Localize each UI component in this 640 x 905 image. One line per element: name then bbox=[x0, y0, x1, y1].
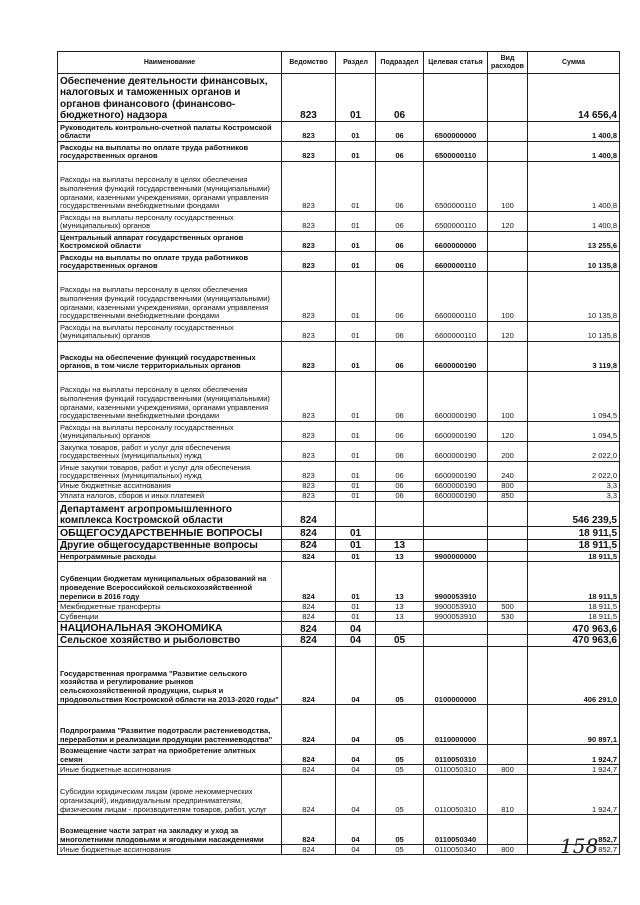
row-summa: 10 135,8 bbox=[528, 322, 620, 342]
row-celevaya: 0110050340 bbox=[424, 845, 488, 855]
row-summa: 18 911,5 bbox=[528, 602, 620, 612]
row-razdel: 01 bbox=[336, 272, 376, 322]
row-podrazdel: 06 bbox=[376, 342, 424, 372]
row-ved: 823 bbox=[282, 272, 336, 322]
row-celevaya: 0110050310 bbox=[424, 775, 488, 815]
row-razdel: 01 bbox=[336, 562, 376, 602]
row-ved: 823 bbox=[282, 232, 336, 252]
row-name: Расходы на выплаты персоналу государственных (муниципальных) органов bbox=[58, 212, 282, 232]
row-summa: 10 135,8 bbox=[528, 252, 620, 272]
row-ved: 824 bbox=[282, 602, 336, 612]
row-celevaya: 6600000110 bbox=[424, 272, 488, 322]
row-name: Департамент агропромышленного комплекса Костромской области bbox=[58, 502, 282, 527]
row-podrazdel: 13 bbox=[376, 602, 424, 612]
row-podrazdel: 06 bbox=[376, 142, 424, 162]
row-razdel: 01 bbox=[336, 552, 376, 562]
table-row bbox=[58, 775, 620, 815]
row-celevaya: 9900000000 bbox=[424, 552, 488, 562]
row-podrazdel: 06 bbox=[376, 322, 424, 342]
row-celevaya: 6600000190 bbox=[424, 342, 488, 372]
table-row bbox=[58, 602, 620, 612]
table-row bbox=[58, 622, 620, 635]
row-podrazdel: 06 bbox=[376, 422, 424, 442]
row-razdel bbox=[336, 502, 376, 527]
row-celevaya bbox=[424, 502, 488, 527]
row-razdel: 01 bbox=[336, 462, 376, 482]
row-vid: 800 bbox=[488, 765, 528, 775]
table-row bbox=[58, 745, 620, 765]
row-celevaya: 9900053910 bbox=[424, 602, 488, 612]
row-summa: 852,7 bbox=[528, 815, 620, 845]
row-summa: 470 963,6 bbox=[528, 635, 620, 647]
row-ved: 823 bbox=[282, 162, 336, 212]
table-row bbox=[58, 372, 620, 422]
row-summa: 90 897,1 bbox=[528, 705, 620, 745]
row-name: Иные бюджетные ассигнования bbox=[58, 482, 282, 492]
row-podrazdel: 05 bbox=[376, 705, 424, 745]
row-summa: 3,3 bbox=[528, 482, 620, 492]
row-celevaya: 6600000110 bbox=[424, 252, 488, 272]
row-podrazdel: 13 bbox=[376, 540, 424, 552]
row-name: Государственная программа "Развитие сельского хозяйства и регулирование рынков сельскохозяйственной продукции, сырья и продовольствия Костромской области на 2013-2020 годы" bbox=[58, 647, 282, 705]
row-vid bbox=[488, 527, 528, 540]
row-name: Подпрограмма "Развитие подотрасли растениеводства, переработки и реализации продукции растениеводства" bbox=[58, 705, 282, 745]
table-row bbox=[58, 482, 620, 492]
row-vid: 100 bbox=[488, 272, 528, 322]
row-ved: 824 bbox=[282, 527, 336, 540]
row-ved: 824 bbox=[282, 540, 336, 552]
row-ved: 824 bbox=[282, 647, 336, 705]
row-summa: 18 911,5 bbox=[528, 562, 620, 602]
row-vid bbox=[488, 705, 528, 745]
row-name: Расходы на выплаты персоналу государственных (муниципальных) органов bbox=[58, 422, 282, 442]
row-vid: 120 bbox=[488, 322, 528, 342]
row-summa: 1 400,8 bbox=[528, 122, 620, 142]
row-celevaya: 6600000110 bbox=[424, 322, 488, 342]
row-razdel: 04 bbox=[336, 815, 376, 845]
row-razdel: 01 bbox=[336, 540, 376, 552]
row-summa: 2 022,0 bbox=[528, 442, 620, 462]
header-celevaya: Целевая статья bbox=[424, 52, 488, 74]
row-summa: 10 135,8 bbox=[528, 272, 620, 322]
table-header-row bbox=[58, 52, 620, 74]
row-podrazdel: 05 bbox=[376, 815, 424, 845]
row-ved: 824 bbox=[282, 705, 336, 745]
row-podrazdel bbox=[376, 502, 424, 527]
row-razdel: 01 bbox=[336, 612, 376, 622]
table-row bbox=[58, 612, 620, 622]
row-celevaya: 6500000110 bbox=[424, 142, 488, 162]
row-podrazdel: 05 bbox=[376, 635, 424, 647]
table-body bbox=[58, 74, 620, 855]
row-celevaya bbox=[424, 74, 488, 122]
row-name: Расходы на выплаты персоналу в целях обеспечения выполнения функций государственными (муниципальными) органами, казенными учреждениями, органами управления государственными внебюджетными фондами bbox=[58, 162, 282, 212]
row-podrazdel: 06 bbox=[376, 122, 424, 142]
row-celevaya: 0110000000 bbox=[424, 705, 488, 745]
row-podrazdel: 05 bbox=[376, 845, 424, 855]
row-razdel: 04 bbox=[336, 647, 376, 705]
row-ved: 823 bbox=[282, 422, 336, 442]
row-razdel: 01 bbox=[336, 602, 376, 612]
row-ved: 823 bbox=[282, 482, 336, 492]
header-summa: Сумма bbox=[528, 52, 620, 74]
row-razdel: 01 bbox=[336, 142, 376, 162]
row-vid: 100 bbox=[488, 162, 528, 212]
row-celevaya: 0100000000 bbox=[424, 647, 488, 705]
row-vid bbox=[488, 232, 528, 252]
row-podrazdel: 13 bbox=[376, 612, 424, 622]
row-vid: 530 bbox=[488, 612, 528, 622]
table-row bbox=[58, 492, 620, 502]
row-ved: 824 bbox=[282, 562, 336, 602]
table-row bbox=[58, 562, 620, 602]
table-row bbox=[58, 232, 620, 252]
row-celevaya bbox=[424, 635, 488, 647]
row-vid bbox=[488, 745, 528, 765]
row-vid bbox=[488, 635, 528, 647]
table-row bbox=[58, 342, 620, 372]
row-vid bbox=[488, 540, 528, 552]
row-razdel: 01 bbox=[336, 342, 376, 372]
row-vid: 200 bbox=[488, 442, 528, 462]
row-vid: 240 bbox=[488, 462, 528, 482]
row-name: Расходы на обеспечение функций государственных органов, в том числе территориальных органов bbox=[58, 342, 282, 372]
row-razdel: 01 bbox=[336, 232, 376, 252]
row-ved: 824 bbox=[282, 845, 336, 855]
table-row bbox=[58, 252, 620, 272]
row-name: Расходы на выплаты персоналу государственных (муниципальных) органов bbox=[58, 322, 282, 342]
row-ved: 824 bbox=[282, 552, 336, 562]
row-name: Субвенции бюджетам муниципальных образований на проведение Всероссийской сельскохозяйственной переписи в 2016 году bbox=[58, 562, 282, 602]
header-podrazdel: Подраздел bbox=[376, 52, 424, 74]
row-celevaya: 6500000110 bbox=[424, 162, 488, 212]
row-celevaya: 0110050340 bbox=[424, 815, 488, 845]
row-summa: 2 022,0 bbox=[528, 462, 620, 482]
row-celevaya: 0110050310 bbox=[424, 765, 488, 775]
table-row bbox=[58, 845, 620, 855]
row-name: Центральный аппарат государственных органов Костромской области bbox=[58, 232, 282, 252]
row-razdel: 01 bbox=[336, 212, 376, 232]
row-vid: 120 bbox=[488, 422, 528, 442]
row-name: Иные бюджетные ассигнования bbox=[58, 765, 282, 775]
row-celevaya: 9900053910 bbox=[424, 612, 488, 622]
table-row bbox=[58, 142, 620, 162]
row-celevaya: 6600000190 bbox=[424, 492, 488, 502]
row-name: Возмещение части затрат на приобретение элитных семян bbox=[58, 745, 282, 765]
row-summa: 1 400,8 bbox=[528, 142, 620, 162]
row-ved: 824 bbox=[282, 745, 336, 765]
row-podrazdel: 06 bbox=[376, 162, 424, 212]
row-name: Расходы на выплаты персоналу в целях обеспечения выполнения функций государственными (муниципальными) органами, казенными учреждениями, органами управления государственными внебюджетными фондами bbox=[58, 372, 282, 422]
row-name: Уплата налогов, сборов и иных платежей bbox=[58, 492, 282, 502]
row-podrazdel: 05 bbox=[376, 765, 424, 775]
table-row bbox=[58, 74, 620, 122]
row-summa: 14 656,4 bbox=[528, 74, 620, 122]
row-summa: 1 924,7 bbox=[528, 775, 620, 815]
table-row bbox=[58, 765, 620, 775]
row-name: НАЦИОНАЛЬНАЯ ЭКОНОМИКА bbox=[58, 622, 282, 635]
row-podrazdel: 06 bbox=[376, 372, 424, 422]
row-podrazdel: 06 bbox=[376, 252, 424, 272]
row-podrazdel: 05 bbox=[376, 745, 424, 765]
table-row bbox=[58, 422, 620, 442]
row-name: ОБЩЕГОСУДАРСТВЕННЫЕ ВОПРОСЫ bbox=[58, 527, 282, 540]
row-summa: 1 924,7 bbox=[528, 765, 620, 775]
row-ved: 824 bbox=[282, 622, 336, 635]
row-celevaya: 6500000000 bbox=[424, 122, 488, 142]
row-vid bbox=[488, 74, 528, 122]
row-name: Иные закупки товаров, работ и услуг для обеспечения государственных (муниципальных) нужд bbox=[58, 462, 282, 482]
row-vid: 800 bbox=[488, 482, 528, 492]
row-name: Расходы на выплаты по оплате труда работников государственных органов bbox=[58, 142, 282, 162]
row-vid: 810 bbox=[488, 775, 528, 815]
row-razdel: 01 bbox=[336, 372, 376, 422]
page-number: 158 bbox=[560, 834, 599, 858]
row-ved: 823 bbox=[282, 462, 336, 482]
table-row bbox=[58, 647, 620, 705]
row-vid bbox=[488, 647, 528, 705]
row-razdel: 01 bbox=[336, 492, 376, 502]
row-razdel: 01 bbox=[336, 322, 376, 342]
row-name: Межбюджетные трансферты bbox=[58, 602, 282, 612]
row-podrazdel bbox=[376, 622, 424, 635]
row-razdel: 01 bbox=[336, 252, 376, 272]
row-name: Закупка товаров, работ и услуг для обеспечения государственных (муниципальных) нужд bbox=[58, 442, 282, 462]
row-razdel: 04 bbox=[336, 705, 376, 745]
header-ved: Ведомство bbox=[282, 52, 336, 74]
row-razdel: 04 bbox=[336, 775, 376, 815]
row-vid bbox=[488, 342, 528, 372]
row-celevaya: 9900053910 bbox=[424, 562, 488, 602]
row-summa: 18 911,5 bbox=[528, 552, 620, 562]
row-razdel: 01 bbox=[336, 442, 376, 462]
row-summa: 1 094,5 bbox=[528, 422, 620, 442]
row-ved: 824 bbox=[282, 502, 336, 527]
row-celevaya: 6600000190 bbox=[424, 422, 488, 442]
row-podrazdel: 06 bbox=[376, 272, 424, 322]
row-name: Иные бюджетные ассигнования bbox=[58, 845, 282, 855]
table-row bbox=[58, 162, 620, 212]
row-celevaya: 6600000190 bbox=[424, 482, 488, 492]
row-celevaya: 6500000110 bbox=[424, 212, 488, 232]
row-summa: 1 400,8 bbox=[528, 212, 620, 232]
row-summa: 1 400,8 bbox=[528, 162, 620, 212]
row-vid: 500 bbox=[488, 602, 528, 612]
row-name: Руководитель контрольно-счетной палаты Костромской области bbox=[58, 122, 282, 142]
table-row bbox=[58, 705, 620, 745]
row-ved: 823 bbox=[282, 74, 336, 122]
row-summa: 13 255,6 bbox=[528, 232, 620, 252]
row-celevaya: 6600000190 bbox=[424, 372, 488, 422]
row-summa: 3 119,8 bbox=[528, 342, 620, 372]
row-razdel: 04 bbox=[336, 765, 376, 775]
row-razdel: 04 bbox=[336, 745, 376, 765]
table-row bbox=[58, 322, 620, 342]
row-summa: 852,7 bbox=[528, 845, 620, 855]
row-ved: 823 bbox=[282, 442, 336, 462]
row-name: Обеспечение деятельности финансовых, налоговых и таможенных органов и органов финансового (финансово-бюджетного) надзора bbox=[58, 74, 282, 122]
row-vid: 800 bbox=[488, 845, 528, 855]
row-razdel: 01 bbox=[336, 162, 376, 212]
table-row bbox=[58, 527, 620, 540]
row-razdel: 01 bbox=[336, 122, 376, 142]
row-ved: 823 bbox=[282, 372, 336, 422]
row-podrazdel: 06 bbox=[376, 462, 424, 482]
table-row bbox=[58, 815, 620, 845]
row-ved: 823 bbox=[282, 252, 336, 272]
row-vid: 850 bbox=[488, 492, 528, 502]
budget-table bbox=[57, 51, 620, 855]
table-row bbox=[58, 442, 620, 462]
row-summa: 18 911,5 bbox=[528, 540, 620, 552]
header-vid: Вид расходов bbox=[488, 52, 528, 74]
row-ved: 823 bbox=[282, 342, 336, 372]
row-summa: 470 963,6 bbox=[528, 622, 620, 635]
row-ved: 824 bbox=[282, 635, 336, 647]
row-vid bbox=[488, 622, 528, 635]
row-razdel: 01 bbox=[336, 74, 376, 122]
row-vid: 120 bbox=[488, 212, 528, 232]
header-razdel: Раздел bbox=[336, 52, 376, 74]
row-vid bbox=[488, 562, 528, 602]
table-row bbox=[58, 212, 620, 232]
row-ved: 824 bbox=[282, 775, 336, 815]
row-podrazdel: 06 bbox=[376, 74, 424, 122]
row-celevaya: 6600000190 bbox=[424, 462, 488, 482]
row-ved: 823 bbox=[282, 322, 336, 342]
row-razdel: 01 bbox=[336, 527, 376, 540]
table-row bbox=[58, 540, 620, 552]
row-podrazdel: 06 bbox=[376, 442, 424, 462]
row-vid bbox=[488, 552, 528, 562]
row-podrazdel: 06 bbox=[376, 492, 424, 502]
row-vid bbox=[488, 122, 528, 142]
row-ved: 824 bbox=[282, 815, 336, 845]
row-vid bbox=[488, 502, 528, 527]
row-name: Возмещение части затрат на закладку и уход за многолетними плодовыми и ягодными насаждениями bbox=[58, 815, 282, 845]
table-row bbox=[58, 272, 620, 322]
row-razdel: 04 bbox=[336, 845, 376, 855]
row-summa: 18 911,5 bbox=[528, 612, 620, 622]
row-name: Субвенции bbox=[58, 612, 282, 622]
row-podrazdel: 13 bbox=[376, 562, 424, 602]
row-summa: 1 094,5 bbox=[528, 372, 620, 422]
row-summa: 406 291,0 bbox=[528, 647, 620, 705]
row-razdel: 01 bbox=[336, 482, 376, 492]
row-podrazdel: 06 bbox=[376, 232, 424, 252]
row-celevaya: 0110050310 bbox=[424, 745, 488, 765]
row-razdel: 01 bbox=[336, 422, 376, 442]
row-podrazdel bbox=[376, 527, 424, 540]
row-celevaya bbox=[424, 540, 488, 552]
row-ved: 824 bbox=[282, 765, 336, 775]
row-vid bbox=[488, 815, 528, 845]
row-vid: 100 bbox=[488, 372, 528, 422]
row-ved: 823 bbox=[282, 122, 336, 142]
row-summa: 18 911,5 bbox=[528, 527, 620, 540]
row-celevaya: 6600000190 bbox=[424, 442, 488, 462]
row-razdel: 04 bbox=[336, 622, 376, 635]
row-celevaya bbox=[424, 622, 488, 635]
row-podrazdel: 05 bbox=[376, 647, 424, 705]
row-celevaya bbox=[424, 527, 488, 540]
row-vid bbox=[488, 142, 528, 162]
row-ved: 824 bbox=[282, 612, 336, 622]
row-summa: 3,3 bbox=[528, 492, 620, 502]
row-podrazdel: 06 bbox=[376, 482, 424, 492]
header-name: Наименование bbox=[58, 52, 282, 74]
row-ved: 823 bbox=[282, 212, 336, 232]
row-name: Непрограммные расходы bbox=[58, 552, 282, 562]
row-podrazdel: 06 bbox=[376, 212, 424, 232]
row-name: Субсидии юридическим лицам (кроме некоммерческих организаций), индивидуальным предпринимателям, физическим лицам - производителям товаров, работ, услуг bbox=[58, 775, 282, 815]
row-name: Расходы на выплаты по оплате труда работников государственных органов bbox=[58, 252, 282, 272]
row-ved: 823 bbox=[282, 142, 336, 162]
row-name: Другие общегосударственные вопросы bbox=[58, 540, 282, 552]
row-ved: 823 bbox=[282, 492, 336, 502]
row-name: Сельское хозяйство и рыболовство bbox=[58, 635, 282, 647]
table-row bbox=[58, 502, 620, 527]
row-summa: 1 924,7 bbox=[528, 745, 620, 765]
row-podrazdel: 13 bbox=[376, 552, 424, 562]
row-podrazdel: 05 bbox=[376, 775, 424, 815]
row-name: Расходы на выплаты персоналу в целях обеспечения выполнения функций государственными (муниципальными) органами, казенными учреждениями, органами управления государственными внебюджетными фондами bbox=[58, 272, 282, 322]
table-row bbox=[58, 462, 620, 482]
row-celevaya: 6600000000 bbox=[424, 232, 488, 252]
row-summa: 546 239,5 bbox=[528, 502, 620, 527]
table-row bbox=[58, 552, 620, 562]
row-razdel: 04 bbox=[336, 635, 376, 647]
row-vid bbox=[488, 252, 528, 272]
table-row bbox=[58, 635, 620, 647]
table-row bbox=[58, 122, 620, 142]
